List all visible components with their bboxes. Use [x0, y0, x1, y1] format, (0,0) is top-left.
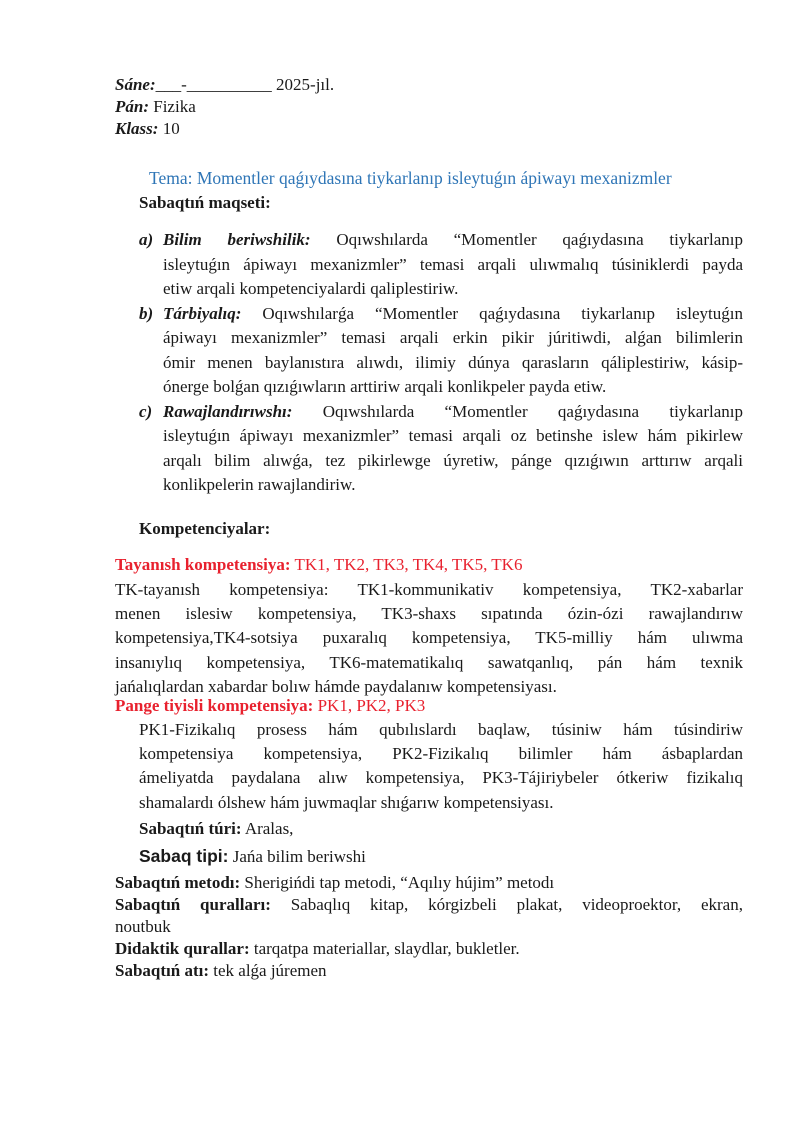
lesson-type [139, 818, 293, 840]
goal-line: konlikpelerin rawajlandiriw. [163, 475, 356, 494]
pk-heading [115, 695, 743, 717]
date-line [115, 74, 743, 96]
lesson-tools-value-cont: noutbuk [115, 917, 171, 936]
competencies-heading: Kompetenciyalar: [139, 519, 271, 538]
lesson-type-value: Aralas, [244, 819, 294, 838]
didactic-tools [115, 938, 520, 960]
date-label: Sáne: [115, 75, 156, 94]
goal-line: isleytuǵın ápiwayı mexanizmler” temasi arqali ulıwmalıq túsiniklerdi payda [163, 254, 743, 274]
tk-line: menen islesiw kompetensiya, TK3-shaxs sıpatında ózin-ózi rawajlandırıw [115, 604, 743, 624]
tk-line: insanıylıq kompetensiya, TK6-matematikalıq sawatqanlıq, pán hám texnik [115, 652, 743, 672]
tk-heading [115, 554, 743, 576]
tk-list: TK1, TK2, TK3, TK4, TK5, TK6 [294, 555, 523, 574]
goal-mark: c) [139, 401, 153, 421]
class-line [115, 118, 743, 140]
goal-line: Oqıwshılarda “Momentler qaǵıydasına tiykarlanıp [336, 230, 743, 249]
goals-list [139, 228, 743, 498]
pk-line: PK1-Fizikalıq prosess hám qubılıslardı baqlaw, túsiniw hám túsindiriw [139, 720, 743, 739]
lesson-method [115, 872, 743, 894]
lesson-method-value: Sherigińdi tap metodi, “Aqılıy hújim” metodı [244, 873, 555, 892]
goal-text [163, 228, 743, 302]
goal-line: isleytuǵın ápiwayı mexanizmler” temasi arqali oz betinshe islew hám pikirlew [163, 426, 743, 445]
didactic-tools-label: Didaktik qurallar: [115, 939, 250, 958]
goal-mark: a) [139, 230, 154, 249]
goal-line: Oqıwshılarǵa “Momentler qaǵıydasına tiykarlanıp isleytuǵın [262, 303, 744, 323]
tk-line: kompetensiya,TK4-sotsiya puxaralıq kompetensiya, TK5-milliy hám ulıwma [115, 628, 743, 648]
goal-text [163, 400, 743, 498]
goal-label: Bilim beriwshilik: [163, 230, 311, 249]
goal-line: ónerge bolǵan qızıǵıwların arttiriw arqali konlikpeler payda etiw. [163, 377, 607, 396]
tk-line: TK-tayanısh kompetensiya: TK1-kommunikativ kompetensiya, TK2-xabarlar [115, 580, 743, 599]
goal-item-b [139, 302, 743, 400]
goals-heading: Sabaqtıń maqseti: [139, 193, 271, 212]
subject-line [115, 96, 743, 118]
tk-description [115, 578, 743, 699]
pk-line: shamalardı ólshew hám juwmaqlar shıǵarıw kompetensiyası. [139, 792, 554, 812]
lesson-tools [115, 894, 743, 938]
lesson-tipi-value: Jańa bilim beriwshi [232, 847, 366, 866]
lesson-name-value: tek alǵa júremen [213, 961, 327, 980]
subject-label: Pán: [115, 97, 149, 116]
goal-mark: b) [139, 303, 154, 323]
pk-line: kompetensiya kompetensiya, PK2-Fizikalıq bilimler hám ásbaplardan [139, 744, 743, 764]
didactic-tools-value: tarqatpa materiallar, slaydlar, bukletler. [253, 939, 520, 958]
lesson-method-label: Sabaqtıń metodı: [115, 873, 241, 892]
topic-title: Tema: Momentler qaǵıydasına tiykarlanıp isleytuǵın ápiwayı mexanizmler [149, 168, 672, 188]
date-value: ___-__________ 2025-jıl. [155, 75, 335, 94]
tk-label: Tayanısh kompetensiya: [115, 555, 291, 574]
pk-label: Pange tiyisli kompetensiya: [115, 696, 314, 715]
goal-line: ápiwayı mexanizmler” temasi arqali erkin pikir júritiwdi, alǵan bilimlerin [163, 328, 743, 347]
pk-list: PK1, PK2, PK3 [317, 696, 426, 715]
goal-line: arqalı bilim alıwǵa, tez pikirlewge úyretiw, pánge qızıǵıwın arttırıw arqali [163, 450, 743, 470]
lesson-type-label: Sabaqtıń túri: [139, 819, 242, 838]
pk-line: ámeliyatda paydalana alıw kompetensiya, PK3-Tájiriybeler ótkeriw fizikalıq [139, 768, 743, 788]
class-label: Klass: [115, 119, 159, 138]
goal-line: ómir menen baylanıstıra alıwdı, ilimiy dúnya qarasların qáliplestiriw, kásip- [163, 352, 743, 372]
goal-item-c [139, 400, 743, 498]
lesson-name-label: Sabaqtıń atı: [115, 961, 209, 980]
lesson-tools-value: Sabaqlıq kitap, kórgizbeli plakat, videoproektor, ekran, [290, 895, 743, 914]
goal-line: Oqıwshılarda “Momentler qaǵıydasına tiykarlanıp [322, 401, 743, 421]
lesson-tipi-label: Sabaq tipi: [139, 846, 229, 866]
goal-item-a [139, 228, 743, 302]
goal-label: Tárbiyalıq: [163, 303, 242, 323]
subject-value: Fizika [153, 97, 196, 116]
class-value: 10 [162, 119, 180, 138]
lesson-name [115, 960, 327, 982]
document-header [115, 74, 743, 140]
goal-text [163, 302, 743, 400]
lesson-tipi [139, 845, 366, 868]
pk-description [139, 718, 743, 815]
goal-line: etiw arqali kompetenciyalardi qaliplestiriw. [163, 279, 459, 298]
lesson-tools-label: Sabaqtıń quralları: [115, 895, 271, 914]
tk-line: jańalıqlardan xabardar bolıw hámde paydalanıw kompetensiyası. [115, 676, 557, 696]
goal-label: Rawajlandırıwshı: [163, 401, 293, 421]
